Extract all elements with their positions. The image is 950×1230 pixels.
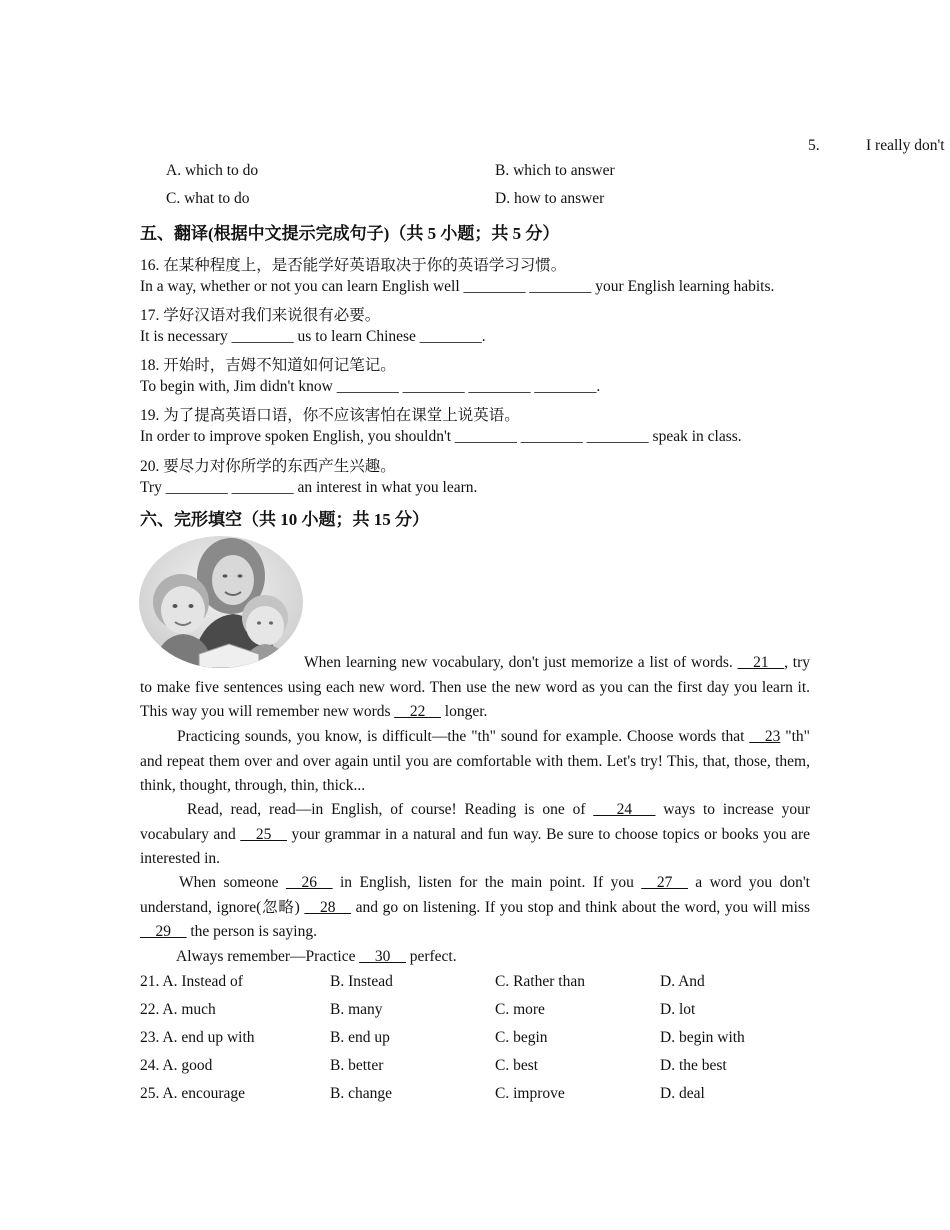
q22-option-d: D. lot: [660, 1001, 696, 1018]
q25-option-d: D. deal: [660, 1085, 705, 1102]
q5-option-a: A. which to do: [166, 162, 259, 179]
blank-22: __22__: [394, 703, 441, 720]
q5-number: 5.: [808, 137, 820, 154]
q5-option-b: B. which to answer: [495, 162, 615, 179]
q22-option-b: B. many: [330, 1001, 383, 1018]
blank-25: __25__: [240, 825, 287, 843]
q20-chinese: 20. 要尽力对你所学的东西产生兴趣。: [140, 458, 396, 475]
q5-option-c: C. what to do: [166, 190, 250, 207]
section5-heading: 五、翻译(根据中文提示完成句子)（共 5 小题；共 5 分）: [140, 224, 560, 243]
q5-stem: I really don't: [866, 137, 945, 154]
blank-26: __26__: [286, 874, 333, 891]
blank-24: ___24___: [593, 801, 656, 818]
q21-option-d: D. And: [660, 973, 705, 990]
blank-29: __29__: [140, 923, 187, 940]
q5-option-d: D. how to answer: [495, 190, 605, 207]
q16-chinese: 16. 在某种程度上，是否能学好英语取决于你的英语学习习惯。: [140, 257, 567, 274]
q21-option-b: B. Instead: [330, 973, 393, 990]
q24-option-a: 24. A. good: [140, 1057, 213, 1074]
q19-english: In order to improve spoken English, you shouldn't ________ ________ ________ speak in class.: [140, 428, 742, 445]
q23-option-d: D. begin with: [660, 1029, 745, 1046]
q17-chinese: 17. 学好汉语对我们来说很有必要。: [140, 307, 381, 324]
blank-28: __28__: [304, 898, 351, 916]
q25-option-b: B. change: [330, 1085, 392, 1102]
q23-option-a: 23. A. end up with: [140, 1029, 255, 1046]
q18-english: To begin with, Jim didn't know ________ ________ ________ ________.: [140, 378, 601, 395]
blank-27: __27__: [641, 874, 688, 891]
q21-option-a: 21. A. Instead of: [140, 973, 243, 990]
q22-option-a: 22. A. much: [140, 1001, 216, 1018]
q18-chinese: 18. 开始时，吉姆不知道如何记笔记。: [140, 357, 396, 374]
q21-option-c: C. Rather than: [495, 973, 585, 990]
q24-option-c: C. best: [495, 1057, 539, 1074]
q22-option-c: C. more: [495, 1001, 545, 1018]
passage-paragraph-1: When learning new vocabulary, don't just memorize a list of words. __21__, try to make five sentences using each new word. Then use the new word as you can the first day you learn it. This way you will remember new words __22__ longer.: [140, 654, 811, 720]
q19-chinese: 19. 为了提高英语口语，你不应该害怕在课堂上说英语。: [140, 407, 520, 424]
blank-21: __21__: [737, 654, 785, 671]
section6-heading: 六、完形填空（共 10 小题；共 15 分）: [140, 510, 429, 529]
q24-option-d: D. the best: [660, 1057, 727, 1074]
q25-option-a: 25. A. encourage: [140, 1085, 246, 1102]
q20-english: Try ________ ________ an interest in what you learn.: [140, 479, 478, 496]
passage-paragraph-4: When someone __26__ in English, listen for the main point. If you __27__ a word you don't understand, ignore(忽略) __28__ and go on listening. If you stop and think about the word, you will miss __29__ the person is saying.: [140, 874, 810, 940]
blank-30: __30__: [359, 948, 406, 965]
q24-option-b: B. better: [330, 1057, 384, 1074]
q25-option-c: C. improve: [495, 1085, 565, 1102]
q16-english: In a way, whether or not you can learn English well ________ ________ your English learning habits.: [140, 278, 775, 295]
blank-23: __23: [749, 728, 781, 745]
family-reading-photo: [139, 536, 303, 668]
passage-paragraph-5: Always remember—Practice __30__ perfect.: [176, 948, 457, 965]
q17-english: It is necessary ________ us to learn Chinese ________.: [140, 328, 486, 345]
q23-option-b: B. end up: [330, 1029, 390, 1046]
passage-paragraph-2: Practicing sounds, you know, is difficult—the "th" sound for example. Choose words that __23 "th" and repeat them over and over again until you are comfortable with them. Let's try! This, that, those, them, think, thought, through, thin, thick...: [140, 728, 810, 794]
passage-paragraph-3: Read, read, read—in English, of course! Reading is one of ___24___ ways to increase your vocabulary and __25__ your grammar in a natural and fun way. Be sure to choose topics or books you are interested in.: [140, 801, 810, 867]
q23-option-c: C. begin: [495, 1029, 548, 1046]
